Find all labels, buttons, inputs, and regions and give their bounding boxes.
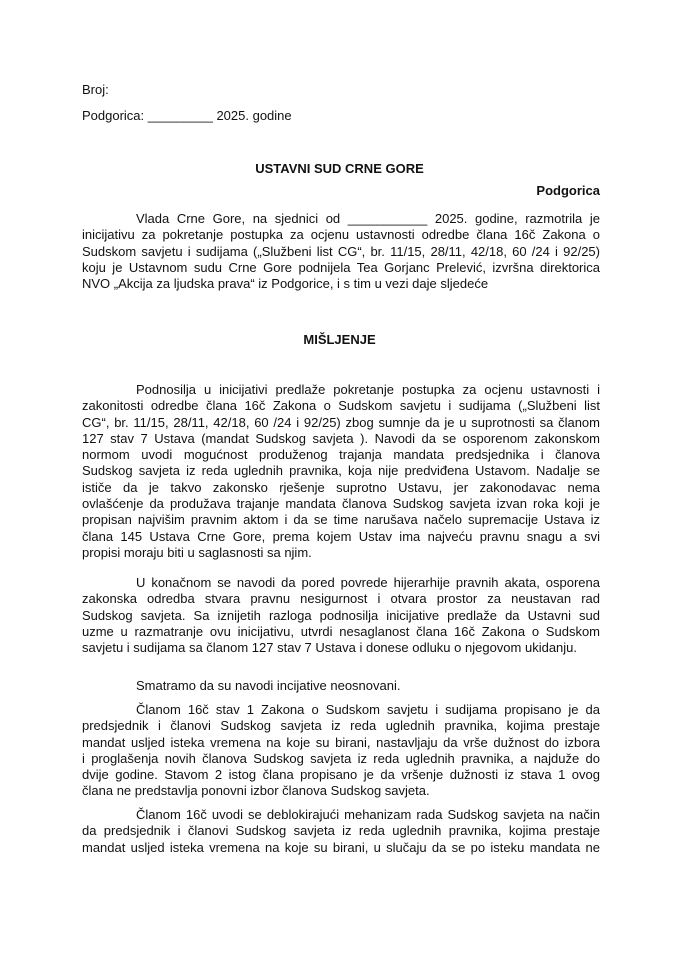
text-line: dvije godine. Stavom 2 istog člana propisano je da vršenje dužnosti iz stava 1 ovog — [82, 767, 600, 783]
opinion-heading: MIŠLJENJE — [303, 332, 376, 347]
addressee-city: Podgorica — [536, 183, 600, 198]
text-line: 127 stav 7 Ustava (mandat Sudskog savjeta ). Navodi da se osporenom zakonskom — [82, 430, 600, 446]
text-line: mandat usljed isteka vremena na koje su birani, nastavljaju da vrše dužnost do izbora — [82, 734, 600, 750]
text-line: Sudskog savjeta. Sa iznijetih razloga podnosilja inicijative predlaže da Ustavni sud — [82, 607, 600, 623]
text-line: i proglašenja novih članova Sudskog savjeta iz reda uglednih pravnika, a najduže do — [82, 750, 600, 766]
text-line: predsjednik i članovi Sudskog savjeta iz reda uglednih pravnika, kojima prestaje — [82, 718, 600, 734]
text-line: ističe da je takvo zakonsko rješenje suprotno Ustavu, jer zakonodavac nema — [82, 479, 600, 495]
body-paragraph-1 — [82, 382, 600, 561]
text-line: propisan najvišim pravnim aktom i da se time narušava načelo supremacije Ustava iz — [82, 512, 600, 528]
text-line: U konačnom se navodi da pored povrede hijerarhije pravnih akata, osporena — [136, 575, 600, 590]
text-line: ovlašćenje da produžava trajanje mandata članova Sudskog savjeta izvan roka koji je — [82, 496, 600, 512]
text-line: normom uvodi mogućnost produženog trajanja mandata predsjednika i članova — [82, 447, 600, 463]
body-paragraph-5 — [82, 807, 600, 856]
addressee-court: USTAVNI SUD CRNE GORE — [255, 161, 424, 176]
text-line: zakonitosti odredbe člana 16č Zakona o Sudskom savjetu i sudijama („Službeni list — [82, 398, 600, 414]
text-line: Podnosilja u inicijativi predlaže pokretanje postupka za ocjenu ustavnosti i — [136, 382, 600, 397]
text-line: Sudskom savjetu i sudijama („Službeni list CG“, br. 11/15, 28/11, 42/18, 60 /24 i 92/25) — [82, 243, 600, 259]
broj-label: Broj: — [82, 82, 109, 97]
text-line: uzme u razmatranje ovu inicijativu, utvrdi nesaglanost člana 16č Zakona o Sudskom — [82, 623, 600, 639]
text-line: CG“, br. 11/15, 28/11, 42/18, 60 /24 i 92/25) zbog sumnje da je u suprotnosti sa članom — [82, 414, 600, 430]
text-line: koju je Ustavnom sudu Crne Gore podnijela Tea Gorjanc Prelević, izvršna direktorica — [82, 259, 600, 275]
text-line: savjetu i sudijama sa članom 127 stav 7 Ustava i donese odluku o njegovom ukidanju. — [82, 640, 578, 656]
intro-paragraph — [82, 211, 600, 292]
text-line: Članom 16č stav 1 Zakona o Sudskom savjetu i sudijama propisano je da — [136, 702, 600, 717]
place-date: Podgorica: _________ 2025. godine — [82, 108, 292, 123]
body-paragraph-3 — [82, 678, 600, 694]
text-line: Smatramo da su navodi incijative neosnovani. — [136, 678, 401, 693]
text-line: Članom 16č uvodi se deblokirajući mehanizam rada Sudskog savjeta na način — [136, 807, 600, 822]
text-line: Vlada Crne Gore, na sjednici od ___________ 2025. godine, razmotrila je — [136, 211, 600, 226]
text-line: propisi moraju biti u saglasnosti sa njim. — [82, 544, 312, 560]
body-paragraph-4 — [82, 702, 600, 800]
body-paragraph-2 — [82, 575, 600, 656]
text-line: zakonska odredba stvara pravnu nesigurnost i otvara prostor za neustavan rad — [82, 591, 600, 607]
text-line: člana 145 Ustava Crne Gore, prema kojem Ustav ima najveću pravnu snagu a svi — [82, 528, 600, 544]
text-line: člana ne predstavlja ponovni izbor članova Sudskog savjeta. — [82, 783, 430, 799]
text-line: mandat usljed isteka vremena na koje su birani, u slučaju da se po isteku mandata ne — [82, 839, 600, 855]
text-line: inicijativu za pokretanje postupka za ocjenu ustavnosti odredbe člana 16č Zakona o — [82, 227, 600, 243]
text-line: Sudskog savjeta iz reda uglednih pravnika, koja nije predviđena Ustavom. Nadalje se — [82, 463, 600, 479]
text-line: da predsjednik i članovi Sudskog savjeta iz reda uglednih pravnika, kojima prestaje — [82, 823, 600, 839]
text-line: NVO „Akcija za ljudska prava“ iz Podgorice, i s tim u vezi daje sljedeće — [82, 276, 489, 292]
